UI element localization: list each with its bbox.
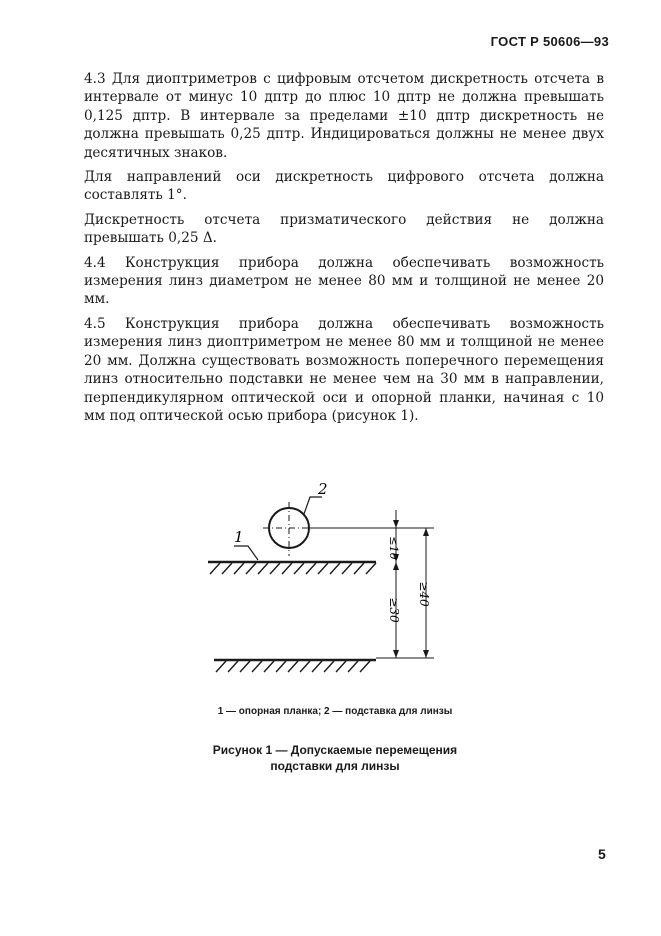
paragraph-axis-discreteness: Для направлений оси дискретность цифрового отсчета должна составлять 1°.	[84, 169, 604, 204]
label-1: 1	[234, 528, 244, 546]
document-header: ГОСТ Р 50606—93	[490, 34, 609, 49]
body-text	[84, 70, 604, 431]
lower-bar-hatching	[216, 661, 370, 672]
dim-le10-text: ≤10	[387, 536, 400, 560]
dim-ge40-text: ≥40	[417, 581, 431, 607]
leader-line-2	[304, 497, 322, 514]
leader-line-1	[234, 546, 258, 560]
figure-1-diagram	[196, 470, 446, 690]
dim-le10-arrow-top	[393, 520, 399, 528]
paragraph-prism-discreteness: Дискретность отсчета призматического действия не должна превышать 0,25 Δ.	[84, 211, 604, 247]
support-bar-hatching	[210, 563, 376, 574]
figure-caption: Рисунок 1 — Допускаемые перемещения подставки для линзы	[212, 743, 458, 773]
dim-ge40-arrow-top	[423, 528, 429, 536]
dim-ge30-arrow-bottom	[393, 650, 399, 658]
label-2: 2	[318, 480, 328, 498]
paragraph-4-5: 4.5 Конструкция прибора должна обеспечивать возможность измерения линз диоптриметром не менее 80 мм и толщиной не менее 20 мм. Должна существовать возможность поперечного перемещения линз относительно подставки не менее чем на 30 мм в направлении, перпендикулярном оптической оси и опорной планки, начиная с 10 мм под оптической осью прибора (рисунок 1).	[84, 315, 604, 424]
paragraph-4-4: 4.4 Конструкция прибора должна обеспечивать возможность измерения линз диаметром не менее 80 мм и толщиной не менее 20 мм.	[84, 254, 604, 308]
figure-legend: 1 — опорная планка; 2 — подставка для линзы	[217, 706, 453, 717]
dim-ge40-arrow-bottom	[423, 650, 429, 658]
paragraph-4-3: 4.3 Для диоптриметров с цифровым отсчетом дискретность отсчета в интервале от минус 10 дптр до плюс 10 дптр не должна превышать 0,125 дптр. В интервале за пределами ±10 дптр дискретность не должна превышать 0,25 дптр. Индицироваться должны не менее двух десятичных знаков.	[84, 71, 604, 161]
dim-ge30-text: ≥30	[387, 597, 401, 623]
page-number: 5	[598, 846, 606, 862]
dim-le10-arrow-bottom	[393, 562, 399, 570]
